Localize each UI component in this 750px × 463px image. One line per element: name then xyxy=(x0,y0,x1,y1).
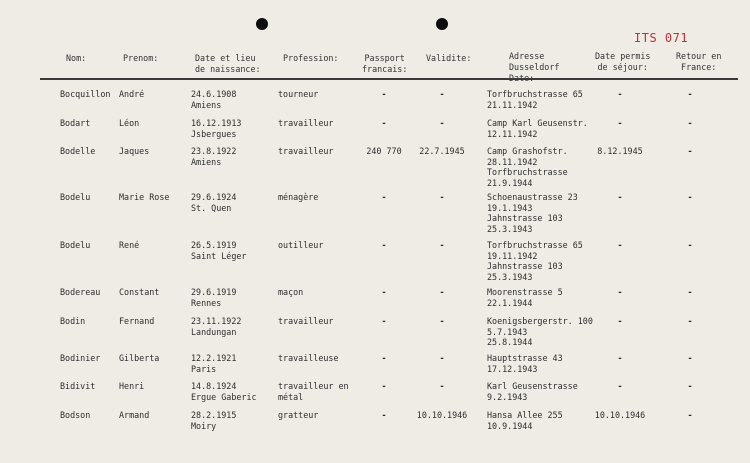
cell-naissance: 12.2.1921 Paris xyxy=(191,353,237,374)
cell-adresse: Torfbruchstrasse 65 19.11.1942 Jahnstrasse 103 25.3.1943 xyxy=(487,240,583,282)
cell-validite: - xyxy=(439,240,445,250)
cell-naissance: 23.8.1922 Amiens xyxy=(191,146,237,167)
cell-passport: - xyxy=(381,353,387,363)
cell-profession: gratteur xyxy=(278,410,319,420)
cell-validite: - xyxy=(439,118,445,128)
cell-prenom: René xyxy=(119,240,140,250)
cell-retour: - xyxy=(687,381,693,391)
cell-permis: 10.10.1946 xyxy=(594,410,646,420)
header-retour: Retour en France: xyxy=(676,51,722,72)
cell-adresse: Hauptstrasse 43 17.12.1943 xyxy=(487,353,563,374)
cell-retour: - xyxy=(687,287,693,297)
cell-profession: outilleur xyxy=(278,240,324,250)
cell-permis: - xyxy=(617,192,623,202)
cell-nom: Bodelle xyxy=(60,146,96,156)
cell-nom: Bodin xyxy=(60,316,86,326)
cell-adresse: Karl Geusenstrasse 9.2.1943 xyxy=(487,381,578,402)
header-profession: Profession: xyxy=(283,53,339,63)
cell-permis: - xyxy=(617,316,623,326)
cell-naissance: 26.5.1919 Saint Léger xyxy=(191,240,247,261)
cell-passport: - xyxy=(381,381,387,391)
cell-retour: - xyxy=(687,118,693,128)
cell-nom: Bodelu xyxy=(60,192,91,202)
cell-naissance: 16.12.1913 Jsbergues xyxy=(191,118,242,139)
cell-permis: - xyxy=(617,287,623,297)
cell-profession: travailleur xyxy=(278,146,334,156)
header-prenom: Prenom: xyxy=(123,53,159,63)
header-rule xyxy=(40,78,738,80)
cell-nom: Bodereau xyxy=(60,287,101,297)
cell-profession: travailleuse xyxy=(278,353,339,363)
cell-prenom: Armand xyxy=(119,410,150,420)
cell-passport: - xyxy=(381,89,387,99)
cell-profession: maçon xyxy=(278,287,304,297)
cell-passport: - xyxy=(381,118,387,128)
cell-passport: - xyxy=(381,316,387,326)
cell-naissance: 24.6.1908 Amiens xyxy=(191,89,237,110)
punch-hole-right xyxy=(436,18,448,30)
cell-adresse: Koenigsbergerstr. 100 5.7.1943 25.8.1944 xyxy=(487,316,593,347)
cell-permis: - xyxy=(617,240,623,250)
cell-permis: - xyxy=(617,353,623,363)
cell-naissance: 14.8.1924 Ergue Gaberic xyxy=(191,381,257,402)
punch-hole-left xyxy=(256,18,268,30)
cell-validite: - xyxy=(439,287,445,297)
cell-nom: Bodson xyxy=(60,410,91,420)
cell-retour: - xyxy=(687,146,693,156)
cell-prenom: Henri xyxy=(119,381,145,391)
cell-prenom: André xyxy=(119,89,145,99)
cell-permis: - xyxy=(617,118,623,128)
cell-profession: travailleur en métal xyxy=(278,381,349,402)
cell-validite: - xyxy=(439,381,445,391)
cell-permis: 8.12.1945 xyxy=(597,146,643,156)
cell-adresse: Schoenaustrasse 23 19.1.1943 Jahnstrasse 103 25.3.1943 xyxy=(487,192,578,234)
cell-permis: - xyxy=(617,89,623,99)
cell-naissance: 23.11.1922 Landungan xyxy=(191,316,242,337)
its-stamp: ITS 071 xyxy=(634,31,689,45)
header-passport: Passport francais: xyxy=(362,53,408,74)
cell-nom: Bocquillon xyxy=(60,89,111,99)
cell-prenom: Fernand xyxy=(119,316,155,326)
cell-profession: ménagère xyxy=(278,192,319,202)
cell-profession: tourneur xyxy=(278,89,319,99)
cell-permis: - xyxy=(617,381,623,391)
cell-nom: Bidivit xyxy=(60,381,96,391)
cell-adresse: Moorenstrasse 5 22.1.1944 xyxy=(487,287,563,308)
cell-retour: - xyxy=(687,410,693,420)
cell-nom: Bodinier xyxy=(60,353,101,363)
cell-validite: - xyxy=(439,89,445,99)
cell-retour: - xyxy=(687,240,693,250)
cell-adresse: Camp Karl Geusenstr. 12.11.1942 xyxy=(487,118,588,139)
cell-naissance: 29.6.1919 Rennes xyxy=(191,287,237,308)
cell-profession: travailleur xyxy=(278,118,334,128)
cell-retour: - xyxy=(687,353,693,363)
cell-passport: - xyxy=(381,410,387,420)
cell-validite: - xyxy=(439,192,445,202)
cell-adresse: Torfbruchstrasse 65 21.11.1942 xyxy=(487,89,583,110)
cell-validite: 22.7.1945 xyxy=(419,146,465,156)
cell-passport: 240 770 xyxy=(366,146,402,156)
header-validite: Validite: xyxy=(426,53,472,63)
cell-validite: - xyxy=(439,353,445,363)
cell-retour: - xyxy=(687,316,693,326)
cell-passport: - xyxy=(381,192,387,202)
cell-profession: travailleur xyxy=(278,316,334,326)
header-date-lieu: Date et lieu de naissance: xyxy=(195,53,261,74)
cell-naissance: 29.6.1924 St. Quen xyxy=(191,192,237,213)
header-permis: Date permis de séjour: xyxy=(595,51,651,72)
cell-naissance: 28.2.1915 Moiry xyxy=(191,410,237,431)
cell-prenom: Constant xyxy=(119,287,160,297)
cell-prenom: Marie Rose xyxy=(119,192,170,202)
header-adresse: Adresse Dusseldorf xyxy=(509,51,560,72)
cell-prenom: Léon xyxy=(119,118,140,128)
cell-passport: - xyxy=(381,287,387,297)
cell-adresse: Camp Grashofstr. 28.11.1942 Torfbruchstrasse 21.9.1944 xyxy=(487,146,568,188)
cell-prenom: Gilberta xyxy=(119,353,160,363)
header-nom: Nom: xyxy=(66,53,87,63)
cell-validite: 10.10.1946 xyxy=(416,410,468,420)
cell-validite: - xyxy=(439,316,445,326)
cell-nom: Bodart xyxy=(60,118,91,128)
cell-passport: - xyxy=(381,240,387,250)
cell-prenom: Jaques xyxy=(119,146,150,156)
cell-retour: - xyxy=(687,192,693,202)
cell-adresse: Hansa Allee 255 10.9.1944 xyxy=(487,410,563,431)
cell-nom: Bodelu xyxy=(60,240,91,250)
cell-retour: - xyxy=(687,89,693,99)
